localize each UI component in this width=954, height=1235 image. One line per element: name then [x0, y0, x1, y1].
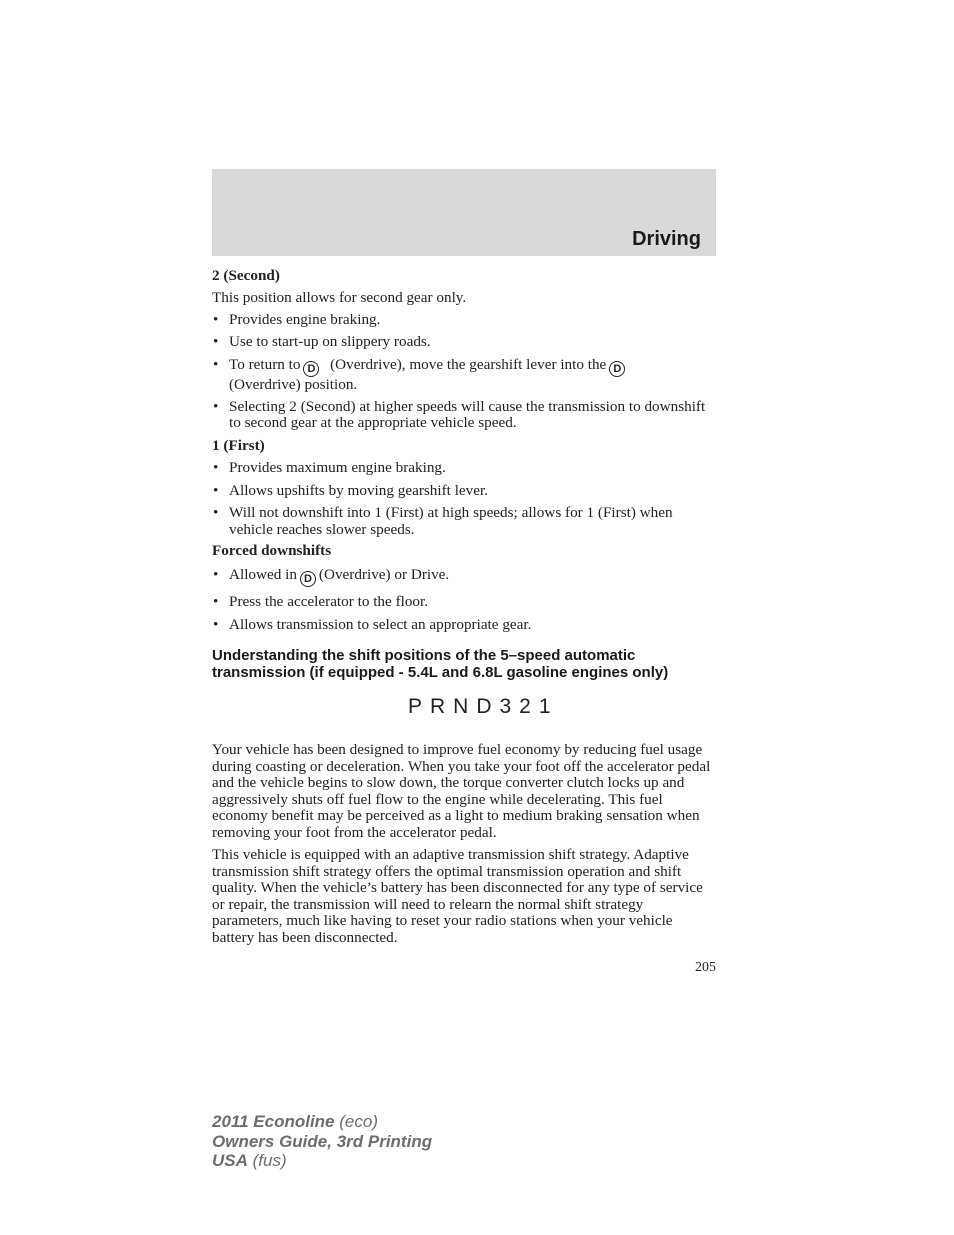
- list-item-text: Provides maximum engine braking.: [229, 459, 446, 476]
- overdrive-icon: D: [609, 361, 625, 377]
- overdrive-icon: D: [300, 571, 316, 587]
- footer-guide: Owners Guide, 3rd Printing: [212, 1131, 433, 1151]
- footer-model-code: (eco): [339, 1112, 378, 1131]
- five-speed-heading-line1: Understanding the shift positions of the 5–speed automatic: [212, 646, 636, 664]
- first-gear-heading: 1 (First): [212, 436, 265, 454]
- list-item: [212, 617, 716, 634]
- fuel-economy-paragraph: Your vehicle has been designed to improve fuel economy by reducing fuel usage during coasting or deceleration. When you take your foot off the accelerator pedal and the vehicle begins to slow down, the torque converter clutch locks up and aggressively shuts off fuel flow to the engine while decelerating. This fuel economy benefit may be perceived as a light to medium braking sensation when removing your foot from the accelerator pedal.: [212, 741, 711, 841]
- list-item-text: Allowed in: [229, 565, 297, 583]
- list-item-text: (Overdrive) position.: [229, 376, 358, 393]
- footer-guide-line: [212, 1132, 432, 1152]
- footer-region-code: (fus): [252, 1151, 287, 1170]
- list-item: [212, 357, 716, 394]
- list-item: [212, 334, 716, 351]
- footer-region: USA: [212, 1151, 248, 1170]
- list-item: [212, 312, 716, 329]
- overdrive-icon: D: [303, 361, 319, 377]
- second-gear-heading: 2 (Second): [212, 267, 280, 284]
- page-content: [212, 268, 716, 946]
- list-item: [212, 460, 716, 477]
- forced-downshifts-heading: Forced downshifts: [212, 542, 332, 559]
- list-item-text: (Overdrive) or Drive.: [318, 565, 450, 583]
- list-item-text: To return to: [229, 356, 301, 373]
- gear-positions: PRND321: [408, 694, 559, 718]
- footer-region-line: [212, 1151, 432, 1171]
- list-item: [212, 483, 716, 500]
- list-item-text: Use to start-up on slippery roads.: [229, 332, 431, 350]
- first-gear-bullets: [212, 460, 716, 538]
- list-item: [212, 567, 716, 587]
- list-item: [212, 505, 716, 538]
- page-number: 205: [695, 960, 716, 975]
- list-item-text: Press the accelerator to the floor.: [229, 592, 429, 610]
- section-title: Driving: [632, 228, 701, 250]
- five-speed-heading-line2: transmission (if equipped - 5.4L and 6.8L gasoline engines only): [212, 663, 669, 681]
- adaptive-shift-paragraph: This vehicle is equipped with an adaptive transmission shift strategy. Adaptive transmission shift strategy offers the optimal transmission operation and shift quality. When the vehicle’s battery has been disconnected for any type of service or repair, the transmission will need to relearn the normal shift strategy parameters, much like having to reset your radio stations when your vehicle battery has been disconnected.: [212, 846, 703, 946]
- second-gear-intro: This position allows for second gear only.: [212, 288, 467, 306]
- section-header-band: [212, 169, 716, 256]
- five-speed-heading: [212, 647, 716, 681]
- list-item-text: Provides engine braking.: [229, 311, 381, 328]
- list-item-text: Allows transmission to select an appropriate gear.: [229, 616, 532, 633]
- list-item-text: (Overdrive), move the gearshift lever into the: [330, 356, 607, 373]
- footer: [212, 1112, 432, 1171]
- list-item: [212, 399, 716, 432]
- list-item: [212, 594, 716, 611]
- footer-model-line: [212, 1112, 432, 1132]
- list-item-text: Allows upshifts by moving gearshift lever.: [229, 481, 489, 499]
- list-item-text: Will not downshift into 1 (First) at high speeds; allows for 1 (First) when vehicle reaches slower speeds.: [229, 504, 673, 538]
- footer-model: 2011 Econoline: [212, 1112, 335, 1131]
- forced-downshifts-bullets: [212, 567, 716, 634]
- second-gear-bullets: [212, 312, 716, 432]
- list-item-text: Selecting 2 (Second) at higher speeds will cause the transmission to downshift to second gear at the appropriate vehicle speed.: [229, 397, 706, 431]
